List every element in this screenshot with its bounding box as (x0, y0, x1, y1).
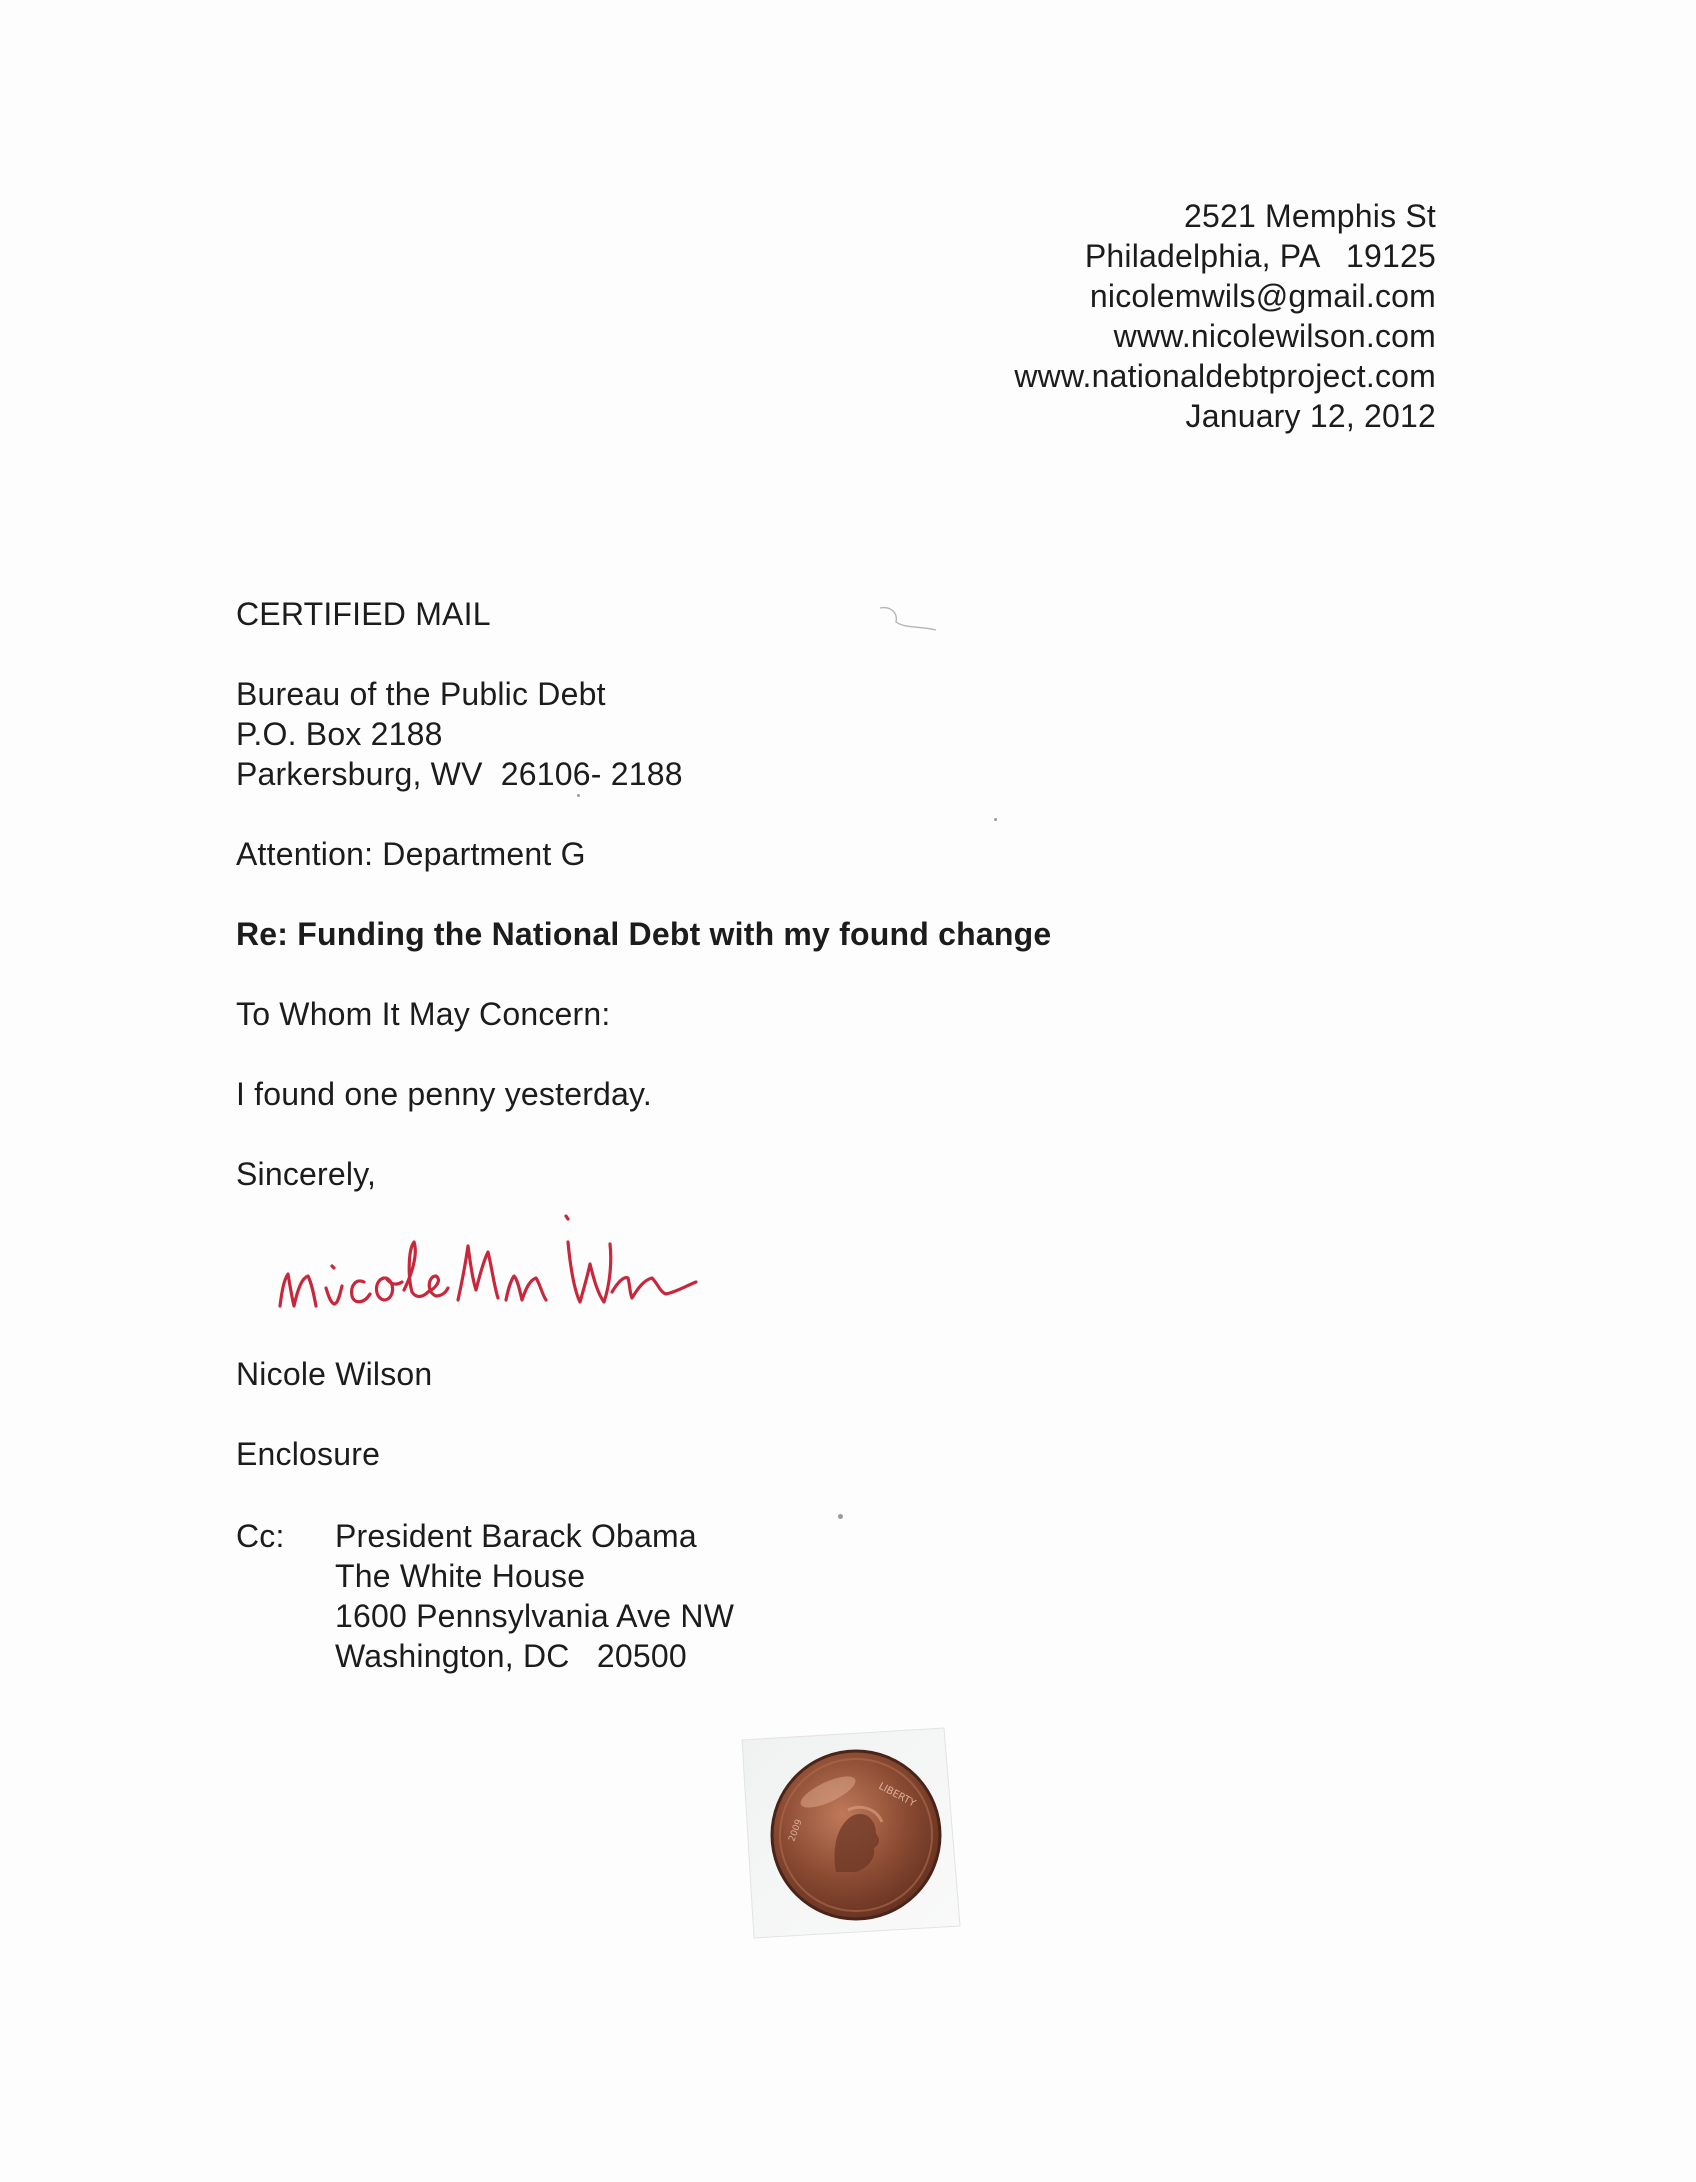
coin-year-text: 2009 (787, 1818, 805, 1844)
cc-line: President Barack Obama (335, 1518, 697, 1554)
scan-speck (577, 794, 580, 797)
recipient-city-state-zip: Parkersburg, WV 26106- 2188 (236, 756, 683, 792)
sender-website-project: www.nationaldebtproject.com (1014, 358, 1436, 394)
enclosure-notation: Enclosure (236, 1436, 381, 1472)
sender-website: www.nicolewilson.com (1113, 318, 1436, 354)
return-address (1014, 196, 1436, 436)
scan-speck (994, 818, 997, 821)
handwritten-signature (272, 1194, 702, 1320)
sender-email: nicolemwils@gmail.com (1089, 278, 1436, 314)
subject-line: Re: Funding the National Debt with my found change (236, 916, 1052, 952)
delivery-method: CERTIFIED MAIL (236, 596, 491, 632)
enclosed-penny (736, 1722, 966, 1952)
cc-line: The White House (335, 1558, 586, 1594)
attention-line: Attention: Department G (236, 836, 586, 872)
sender-city-state-zip: Philadelphia, PA 19125 (1084, 238, 1436, 274)
cc-recipient (335, 1516, 734, 1676)
cc-line: 1600 Pennsylvania Ave NW (335, 1598, 735, 1634)
scan-speck (838, 1514, 843, 1519)
recipient-po-box: P.O. Box 2188 (236, 716, 443, 752)
recipient-address (236, 674, 683, 794)
closing: Sincerely, (236, 1156, 377, 1192)
coin-rim-text: LIBERTY (876, 1780, 918, 1810)
cc-label: Cc: (236, 1518, 285, 1554)
letter-date: January 12, 2012 (1185, 398, 1436, 434)
recipient-name: Bureau of the Public Debt (236, 676, 606, 712)
cc-line: Washington, DC 20500 (335, 1638, 687, 1674)
salutation: To Whom It May Concern: (236, 996, 611, 1032)
sender-street: 2521 Memphis St (1183, 198, 1436, 234)
penny-icon (736, 1722, 966, 1952)
scan-hair-mark (878, 604, 958, 644)
signer-name: Nicole Wilson (236, 1356, 433, 1392)
letter-body: I found one penny yesterday. (236, 1076, 652, 1112)
